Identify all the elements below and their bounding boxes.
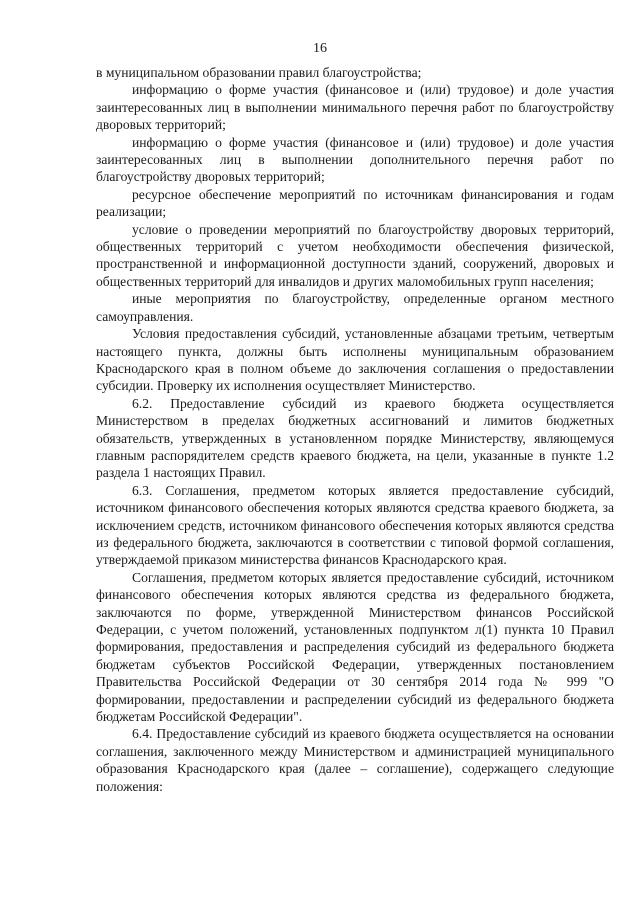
paragraph: информацию о форме участия (финансовое и (или) трудовое) и доле участия заинтересованных лиц в выполнении дополнительного перечня работ по благоустройству дворовых территорий; xyxy=(96,134,614,185)
paragraph-6-4: 6.4. Предоставление субсидий из краевого бюджета осуществляется на основании соглашения, заключенного между Министерством и администрацией муниципального образования Краснодарского края (далее – соглашение), содержащего следующие положения: xyxy=(96,726,614,794)
page-number: 16 xyxy=(313,41,327,56)
paragraph-6-2: 6.2. Предоставление субсидий из краевого бюджета осуществляется Министерством в пределах бюджетных ассигнований и лимитов бюджетных обязательств, утвержденных в установленном порядке Министерству, являющемуся главным распорядителем средств краевого бюджета, на цели, указанные в пункте 1.2 раздела 1 настоящих Правил. xyxy=(96,395,614,481)
paragraph: информацию о форме участия (финансовое и (или) трудовое) и доле участия заинтересованных лиц в выполнении минимального перечня работ по благоустройству дворовых территорий; xyxy=(96,82,614,133)
paragraph: условие о проведении мероприятий по благоустройству дворовых территорий, общественных территорий с учетом необходимости обеспечения физической, пространственной и информационной доступности зданий, сооружений, дворовых и общественных территорий для инвалидов и других маломобильных групп населения; xyxy=(96,221,614,289)
paragraph: Соглашения, предметом которых является предоставление субсидий, источником финансового обеспечения которых являются средства из федерального бюджета, заключаются по форме, утвержденной Министерством финансов Российской Федерации, с учетом положений, установленных подпунктом л(1) пункта 10 Правил формирования, предоставления и распределения субсидий из федерального бюджета бюджетам субъектов Российской Федерации, утвержденных постановлением Правительства Российской Федерации от 30 сентября 2014 года № 999 "О формировании, предоставлении и распределении субсидий из федерального бюджета бюджетам Российской Федерации". xyxy=(96,569,614,725)
paragraph: иные мероприятия по благоустройству, определенные органом местного самоуправления. xyxy=(96,291,614,324)
paragraph: Условия предоставления субсидий, установленные абзацами третьим, четвертым настоящего пункта, должны быть исполнены муниципальным образованием Краснодарского края в полном объеме до заключения соглашения о предоставлении субсидии. Проверку их исполнения осуществляет Министерство. xyxy=(96,326,614,394)
paragraph-continuation: в муниципальном образовании правил благоустройства; xyxy=(96,65,422,80)
document-body xyxy=(96,64,614,795)
paragraph: ресурсное обеспечение мероприятий по источникам финансирования и годам реализации; xyxy=(96,186,614,220)
paragraph-6-3: 6.3. Соглашения, предметом которых является предоставление субсидий, источником финансового обеспечения которых являются средства краевого бюджета, за исключением средств, источником финансового обеспечения которых являются средства из федерального бюджета, заключаются в соответствии с типовой формой соглашения, утверждаемой приказом министерства финансов Краснодарского края. xyxy=(96,482,614,568)
